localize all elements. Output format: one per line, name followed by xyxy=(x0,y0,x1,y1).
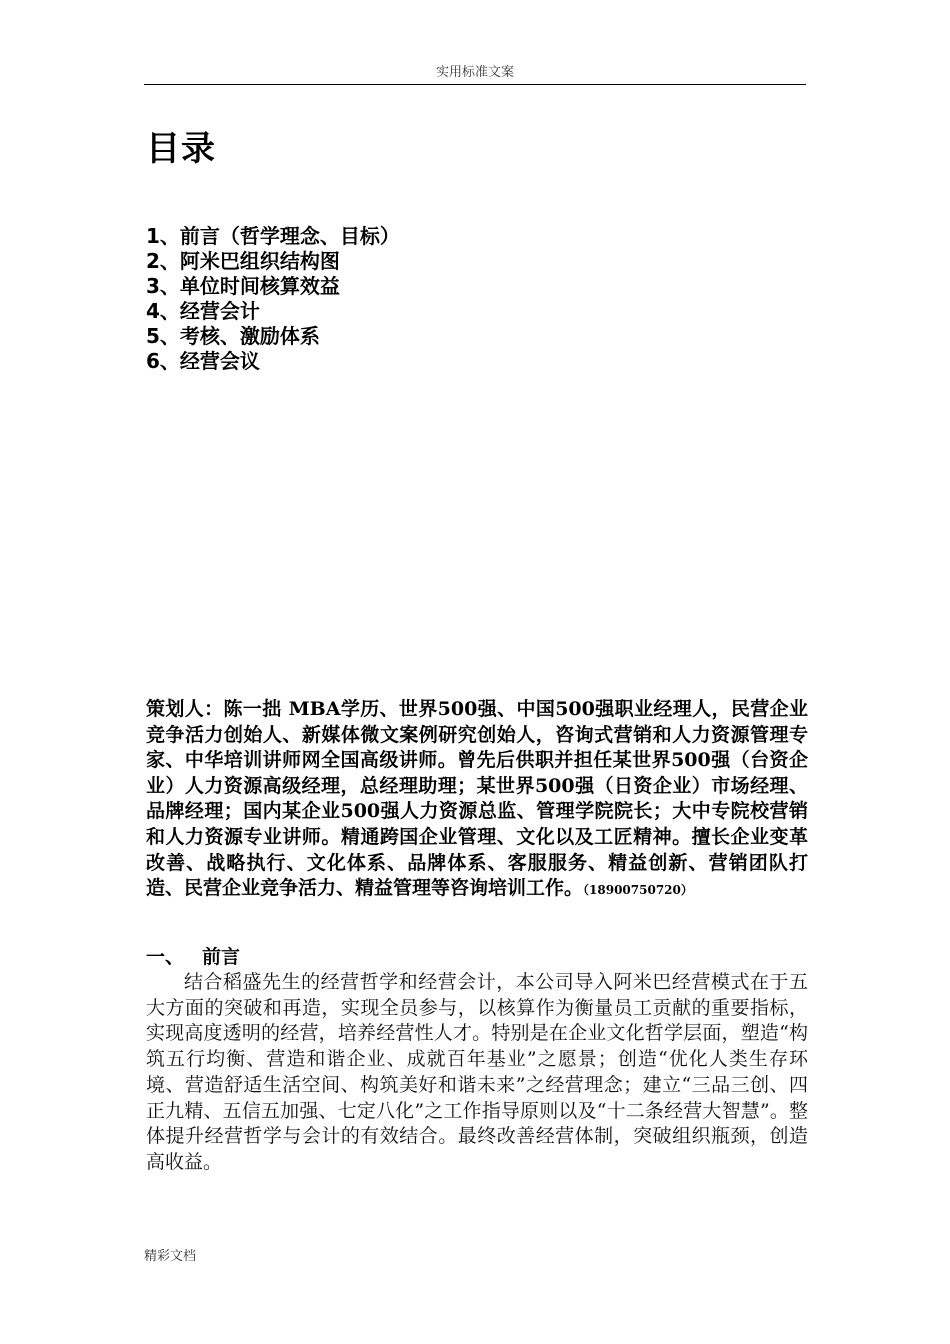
preface-paragraph: 结合稻盛先生的经营哲学和经营会计，本公司导入阿米巴经营模式在于五大方面的突破和再造，实现全员参与，以核算作为衡量员工贡献的重要指标，实现高度透明的经营，培养经营性人才。特别是在企业文化哲学层面，塑造“构筑五行均衡、营造和谐企业、成就百年基业”之愿景；创造“优化人类生存环境、营造舒适生活空间、构筑美好和谐未来”之经营理念；建立“三品三创、四正九精、五信五加强、七定八化”之工作指导原则以及“十二条经营大智慧”。整体提升经营哲学与会计的有效结合。最终改善经营体制，突破组织瓶颈，创造高收益。 xyxy=(146,971,808,1173)
page-footer: 精彩文档 xyxy=(144,1249,197,1264)
toc-item-org-chart: 2、阿米巴组织结构图 xyxy=(146,249,340,273)
toc-title: 目录 xyxy=(146,129,216,169)
toc-item-assessment-incentives: 5、考核、激励体系 xyxy=(146,324,320,348)
planner-phone: （18900750720） xyxy=(583,883,693,898)
planner-body: 陈一拙 MBA学历、世界500强、中国500强职业经理人，民营企业竞争活力创始人、新媒体微文案例研究创始人，咨询式营销和人力资源管理专家、中华培训讲师网全国高级讲师。曾先后供职并担任某世界500强（台资企业）人力资源高级经理，总经理助理；某世界500强（日资企业）市场经理、品牌经理；国内某企业500强人力资源总监、管理学院院长；大中专院校营销和人力资源专业讲师。精通跨国企业管理、文化以及工匠精神。擅长企业变革改善、战略执行、文化体系、品牌体系、客服服务、精益创新、营销团队打造、民营企业竞争活力、精益管理等咨询培训工作。 xyxy=(146,698,808,900)
section-heading xyxy=(146,944,240,970)
toc-item-unit-time-accounting: 3、单位时间核算效益 xyxy=(146,274,340,298)
section-number: 一、 xyxy=(146,946,185,968)
section-title: 前言 xyxy=(202,946,241,968)
page-header: 实用标准文案 xyxy=(144,64,806,85)
toc-item-business-meetings: 6、经营会议 xyxy=(146,349,260,373)
toc-item-business-accounting: 4、经营会计 xyxy=(146,299,260,323)
toc-list xyxy=(146,224,400,374)
planner-label: 策划人： xyxy=(146,698,224,720)
toc-item-preface: 1、前言（哲学理念、目标） xyxy=(146,224,400,248)
planner-bio xyxy=(146,697,808,904)
